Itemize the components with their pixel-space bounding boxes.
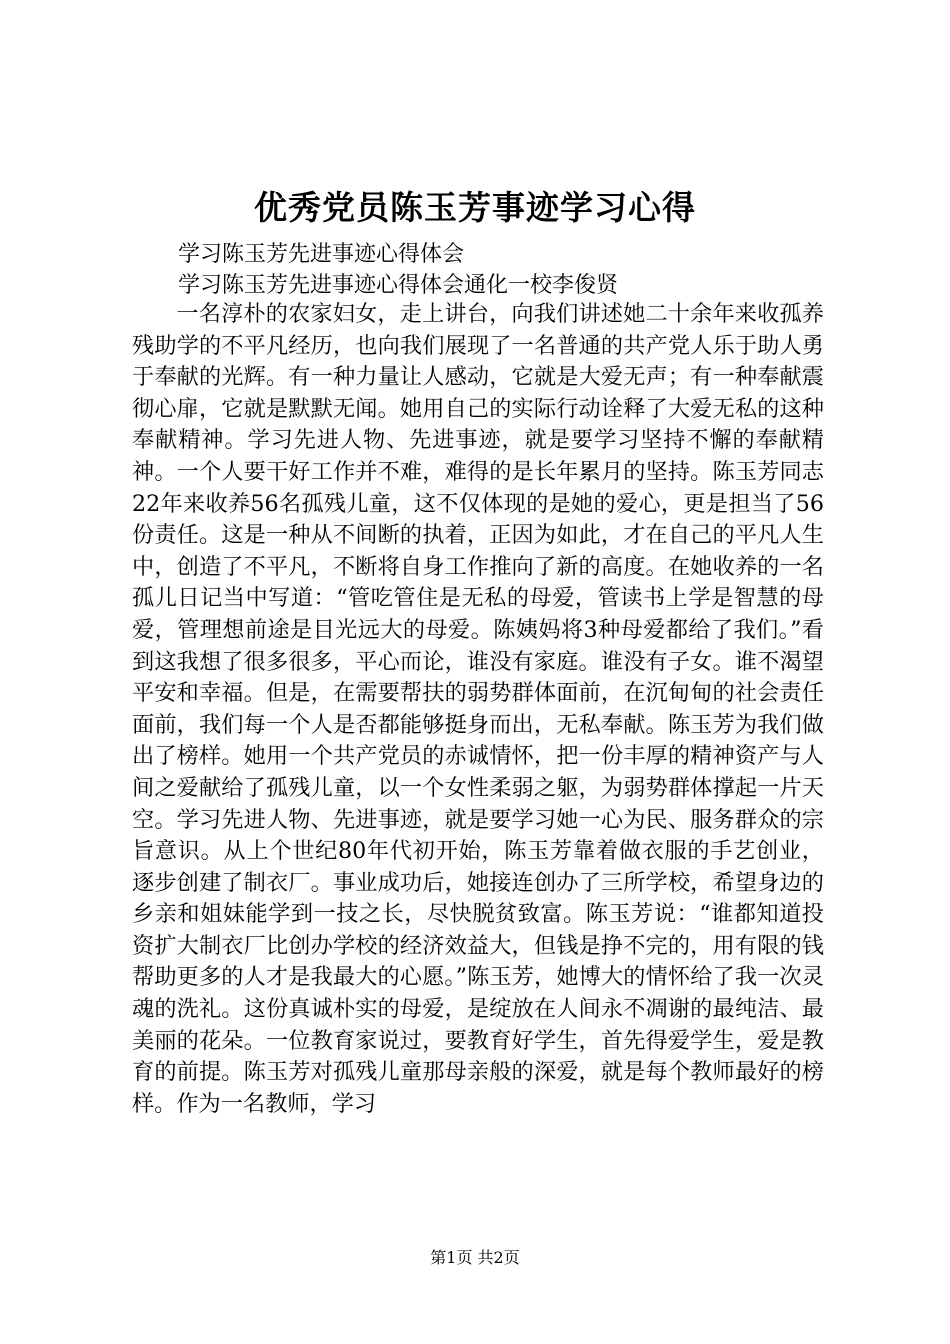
subtitle-line-2: 学习陈玉芳先进事迹心得体会通化一校李俊贤: [178, 273, 619, 298]
page-number-total: 共2页: [477, 1248, 520, 1267]
page-number-current: 第1页: [430, 1248, 473, 1267]
page-footer: [0, 1246, 950, 1270]
body-paragraph: 一名淳朴的农家妇女，走上讲台，向我们讲述她二十余年来收孤养残助学的不平凡经历，也向我们展现了一名普通的共产党人乐于助人勇于奉献的光辉。有一种力量让人感动，它就是大爱无声；有一种奉献震彻心扉，它就是默默无闻。她用自己的实际行动诠释了大爱无私的这种奉献精神。学习先进人物、先进事迹，就是要学习坚持不懈的奉献精神。一个人要干好工作并不难，难得的是长年累月的坚持。陈玉芳同志22年来收养56名孤残儿童，这不仅体现的是她的爱心，更是担当了56份责任。这是一种从不间断的执着，正因为如此，才在自己的平凡人生中，创造了不平凡，不断将自身工作推向了新的高度。在她收养的一名孤儿日记当中写道：“管吃管住是无私的母爱，管读书上学是智慧的母爱，管理想前途是目光远大的母爱。陈姨妈将3种母爱都给了我们。”看到这我想了很多很多，平心而论，谁没有家庭。谁没有子女。谁不渴望平安和幸福。但是，在需要帮扶的弱势群体面前，在沉甸甸的社会责任面前，我们每一个人是否都能够挺身而出，无私奉献。陈玉芳为我们做出了榜样。她用一个共产党员的赤诚情怀，把一份丰厚的精神资产与人间之爱献给了孤残儿童，以一个女性柔弱之躯，为弱势群体撑起一片天空。学习先进人物、先进事迹，就是要学习她一心为民、服务群众的宗旨意识。从上个世纪80年代初开始，陈玉芳靠着做衣服的手艺创业，逐步创建了制衣厂。事业成功后，她接连创办了三所学校，希望身边的乡亲和姐妹能学到一技之长，尽快脱贫致富。陈玉芳说：“谁都知道投资扩大制衣厂比创办学校的经济效益大，但钱是挣不完的，用有限的钱帮助更多的人才是我最大的心愿。”陈玉芳，她博大的情怀给了我一次灵魂的洗礼。这份真诚朴实的母爱，是绽放在人间永不凋谢的最纯洁、最美丽的花朵。一位教育家说过，要教育好学生，首先得爱学生，爱是教育的前提。陈玉芳对孤残儿童那母亲般的深爱，就是每个教师最好的榜样。作为一名教师，学习: [132, 301, 824, 1117]
subtitle-line-1: 学习陈玉芳先进事迹心得体会: [178, 242, 465, 267]
document-title: 优秀党员陈玉芳事迹学习心得: [254, 188, 696, 227]
